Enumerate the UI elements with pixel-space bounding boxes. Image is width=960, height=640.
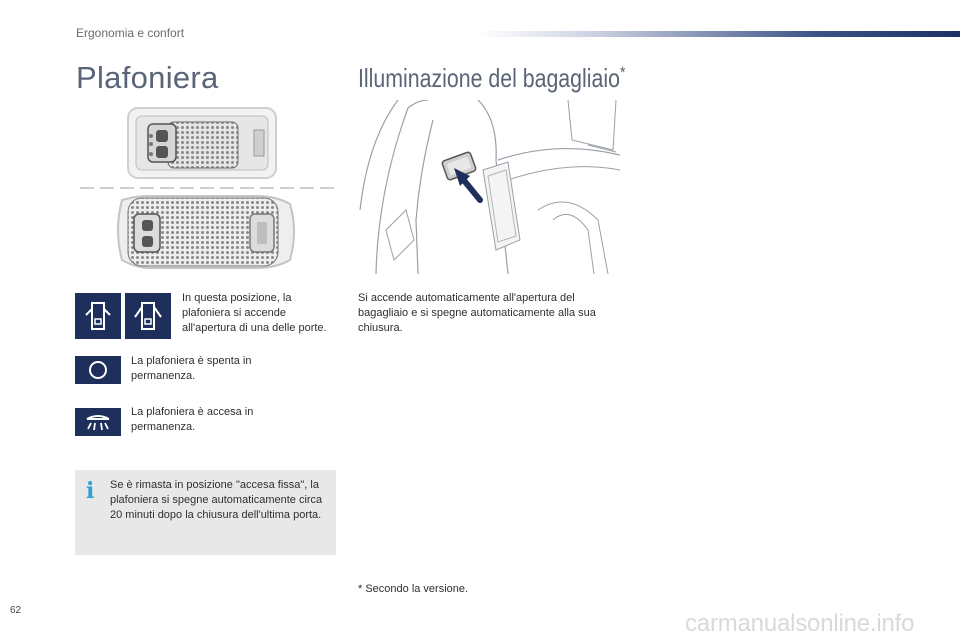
off-mode-text: La plafoniera è spenta in permanenza.	[131, 355, 252, 382]
trunk-light-text: Si accende automaticamente all'apertura del bagagliaio e si spegne automaticamente alla sua chiusura.	[358, 292, 596, 334]
door-mode-text: In questa posizione, la plafoniera si accende all'apertura di una delle porte.	[182, 292, 327, 334]
footnote: * Secondo la versione.	[358, 583, 469, 595]
circle-off-icon	[75, 356, 121, 384]
door-open-icon	[75, 293, 121, 339]
page-number: 62	[10, 605, 22, 616]
title-asterisk: *	[619, 63, 626, 82]
header-bar	[478, 31, 960, 37]
section-label: Ergonomia e confort	[76, 26, 185, 40]
watermark: carmanualsonline.info	[685, 610, 915, 637]
door-closed-icon	[125, 293, 171, 339]
trunk-illustration	[358, 100, 620, 274]
info-note	[75, 470, 336, 555]
info-note-text: Se è rimasta in posizione "accesa fissa", la plafoniera si spegne automaticamente circa 20 minuti dopo la chiusura dell'ultima porta.	[110, 479, 323, 521]
info-icon: i	[86, 478, 95, 504]
trunk-light-title-text: Illuminazione del bagagliaio	[358, 63, 620, 93]
trunk-light-title	[358, 63, 625, 94]
on-mode-text: La plafoniera è accesa in permanenza.	[131, 406, 254, 433]
light-on-icon	[75, 408, 121, 436]
ceiling-light-illustration	[80, 100, 335, 272]
plafoniera-title: Plafoniera	[76, 60, 219, 95]
